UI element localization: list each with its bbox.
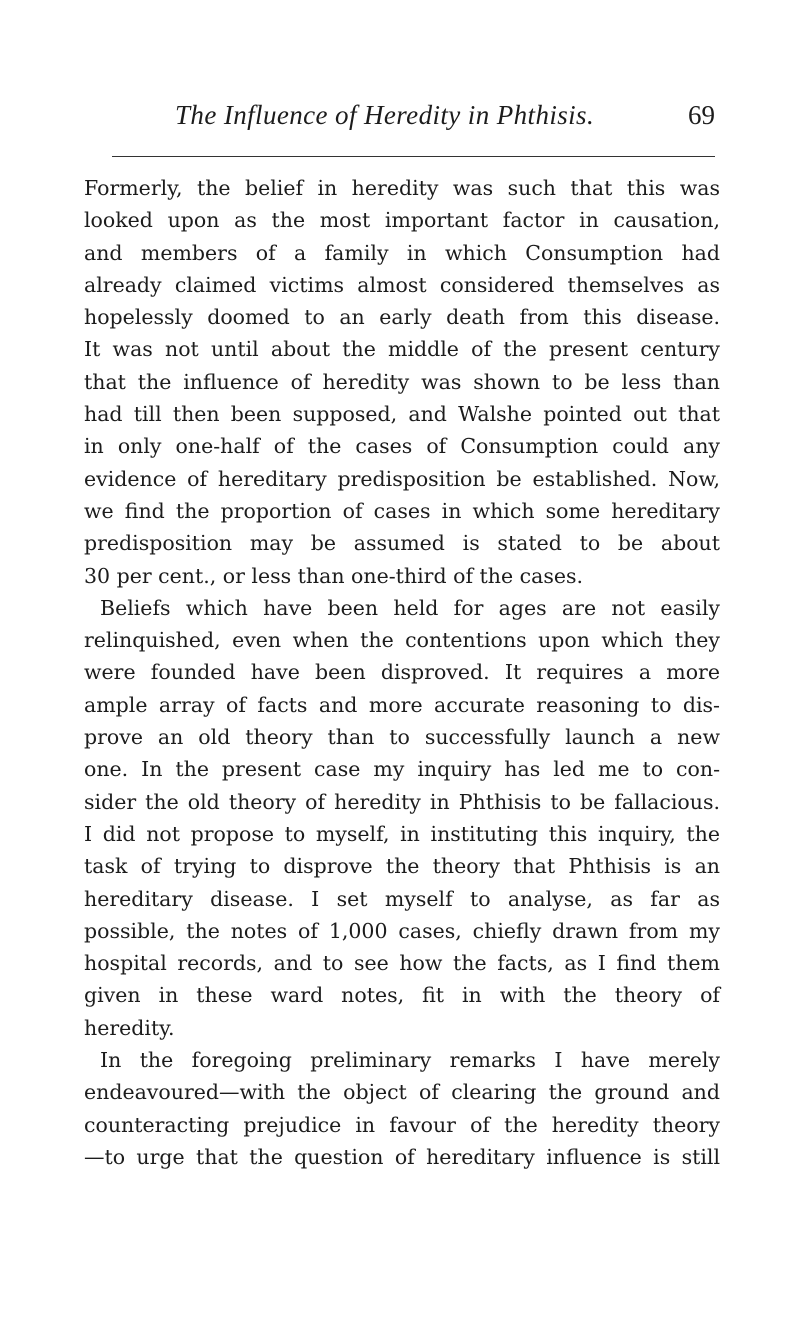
text-line: predisposition may be assumed is stated to be about (84, 531, 720, 556)
text-line: and members of a family in which Consumption had (84, 240, 720, 265)
text-line: hereditary disease. I set myself to analyse, as far as (84, 886, 720, 911)
text-line: we find the proportion of cases in which some hereditary (84, 498, 720, 523)
text-line: given in these ward notes, fit in with the theory of (84, 983, 720, 1008)
text-line: relinquished, even when the contentions upon which they (84, 628, 720, 653)
text-line: It was not until about the middle of the present century (84, 337, 720, 362)
text-line: hospital records, and to see how the facts, as I find them (84, 951, 720, 976)
text-line: In the foregoing preliminary remarks I have merely (100, 1048, 720, 1073)
page-number: 69 (688, 100, 715, 130)
text-line: counteracting prejudice in favour of the heredity theory (84, 1112, 720, 1137)
text-line: evidence of hereditary predisposition be established. Now, (84, 466, 720, 491)
text-line: —to urge that the question of hereditary influence is still (84, 1144, 720, 1169)
running-title: The Influence of Heredity in Phthisis. (175, 100, 595, 130)
text-line: heredity. (84, 1015, 175, 1040)
text-line: prove an old theory than to successfully launch a new (84, 725, 720, 750)
paragraph-2 (84, 592, 720, 1044)
text-line: endeavoured—with the object of clearing the ground and (84, 1080, 720, 1105)
header-rule (112, 156, 715, 157)
running-head (175, 98, 715, 134)
text-line: ample array of facts and more accurate reasoning to dis- (84, 692, 720, 717)
text-line: Formerly, the belief in heredity was such that this was (84, 176, 720, 200)
text-line: hopelessly doomed to an early death from this disease. (84, 305, 720, 330)
paragraph-1 (84, 172, 720, 592)
text-line: sider the old theory of heredity in Phthisis to be fallacious. (84, 789, 720, 814)
text-line: that the influence of heredity was shown to be less than (84, 369, 720, 394)
text-line: one. In the present case my inquiry has led me to con- (84, 757, 720, 782)
text-line: Beliefs which have been held for ages are not easily (100, 595, 720, 620)
text-line: had till then been supposed, and Walshe pointed out that (84, 402, 720, 427)
text-line: 30 per cent., or less than one-third of the cases. (84, 563, 584, 588)
text-line: possible, the notes of 1,000 cases, chiefly drawn from my (84, 918, 720, 943)
text-line: in only one-half of the cases of Consumption could any (84, 434, 720, 459)
text-line: looked upon as the most important factor in causation, (84, 208, 720, 233)
body-text (84, 172, 720, 1173)
paragraph-3 (84, 1044, 720, 1173)
text-line: already claimed victims almost considered themselves as (84, 272, 720, 297)
text-line: I did not propose to myself, in instituting this inquiry, the (84, 821, 720, 846)
text-line: task of trying to disprove the theory that Phthisis is an (84, 854, 720, 879)
text-line: were founded have been disproved. It requires a more (84, 660, 720, 685)
